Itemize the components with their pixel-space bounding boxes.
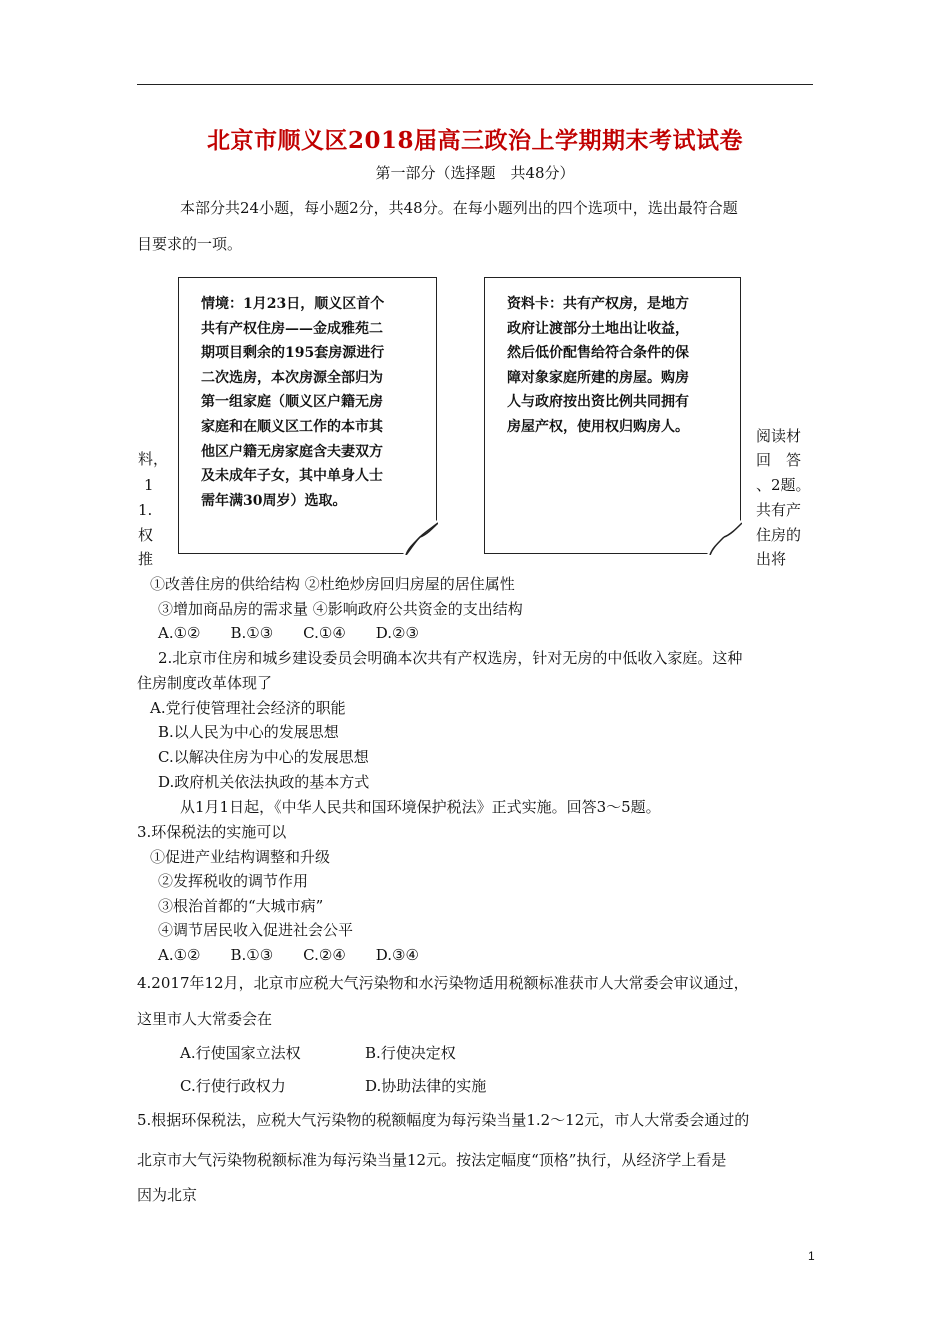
right-fragment-6: 出将 [756,550,787,568]
q4-option-a: A.行使国家立法权 [180,1044,301,1062]
q3-option-4: ④调节居民收入促进社会公平 [158,921,354,939]
intro-line-1: 本部分共24小题，每小题2分，共48分。在每小题列出的四个选项中，选出最符合题 [180,199,738,217]
q1-option-line-1: ①改善住房的供给结构 ②杜绝炒房回归房屋的居住属性 [150,575,515,593]
left-fragment-2: 1 [144,476,154,494]
q3-option-2: ②发挥税收的调节作用 [158,872,309,890]
q3-option-3: ③根治首都的“大城市病” [158,897,324,915]
q3-5-intro: 从1月1日起，《中华人民共和国环境保护税法》正式实施。回答3～5题。 [180,798,661,816]
q4-stem-line-1: 4.2017年12月，北京市应税大气污染物和水污染物适用税额标准获市人大常委会审议通过， [137,974,749,992]
q5-stem-line-2: 北京市大气污染物税额标准为每污染当量12元。按法定幅度“顶格”执行，从经济学上看是 [137,1151,727,1169]
right-fragment-2: 回 答 [756,451,802,469]
left-fragment-1: 料， [138,450,169,468]
right-fragment-4: 共有产 [756,501,802,519]
situation-card [178,277,437,554]
q4-option-b: B.行使决定权 [365,1044,456,1062]
left-fragment-3: 1. [138,501,153,519]
page-fold-icon [706,519,742,555]
q5-stem-line-1: 5.根据环保税法，应税大气污染物的税额幅度为每污染当量1.2～12元，市人大常委会通过的 [137,1111,750,1129]
page-number: 1 [808,1249,815,1263]
q2-option-b: B.以人民为中心的发展思想 [158,723,339,741]
info-card-text: 资料卡：共有产权房，是地方 政府让渡部分土地出让收益， 然后低价配售给符合条件的保 障对象家庭所建的房屋。购房 人与政府按出资比例共同拥有 房屋产权，使用权归购房人。 [507,296,689,435]
page-title: 北京市顺义区2018届高三政治上学期期末考试试卷 [206,127,743,154]
right-fragment-5: 住房的 [756,526,802,544]
page-fold-icon [402,519,438,555]
q5-stem-line-3: 因为北京 [137,1186,198,1204]
left-fragment-5: 推 [138,550,154,568]
q1-option-line-2: ③增加商品房的需求量 ④影响政府公共资金的支出结构 [158,600,523,618]
q3-choices: A.①② B.①③ C.②④ D.③④ [158,946,419,964]
q1-choices: A.①② B.①③ C.①④ D.②③ [158,624,419,642]
q2-option-d: D.政府机关依法执政的基本方式 [158,773,370,791]
q2-option-a: A.党行使管理社会经济的职能 [150,699,346,717]
intro-line-2: 目要求的一项。 [137,235,243,253]
q4-option-d: D.协助法律的实施 [365,1077,487,1095]
right-fragment-1: 阅读材 [756,427,802,445]
right-fragment-3: 、2题。 [756,476,811,494]
info-card [484,277,741,554]
left-fragment-4: 权 [138,526,154,544]
q2-stem-line-2: 住房制度改革体现了 [137,674,273,692]
situation-card-text: 情境：1月23日，顺义区首个 共有产权住房——金成雅苑二 期项目剩余的195套房源进行 二次选房，本次房源全部归为 第一组家庭（顺义区户籍无房 家庭和在顺义区工作的本市其 他区户籍无房家庭含夫妻双方 及未成年子女，其中单身人士 需年满30周岁）选取。 [201,296,385,509]
q4-stem-line-2: 这里市人大常委会在 [137,1010,273,1028]
section-subtitle: 第一部分（选择题 共48分） [375,164,575,182]
q3-option-1: ①促进产业结构调整和升级 [150,848,331,866]
q4-option-c: C.行使行政权力 [180,1077,286,1095]
q2-option-c: C.以解决住房为中心的发展思想 [158,748,369,766]
q2-stem-line-1: 2.北京市住房和城乡建设委员会明确本次共有产权选房，针对无房的中低收入家庭。这种 [158,649,743,667]
header-rule [137,84,813,85]
q3-stem: 3.环保税法的实施可以 [137,823,287,841]
